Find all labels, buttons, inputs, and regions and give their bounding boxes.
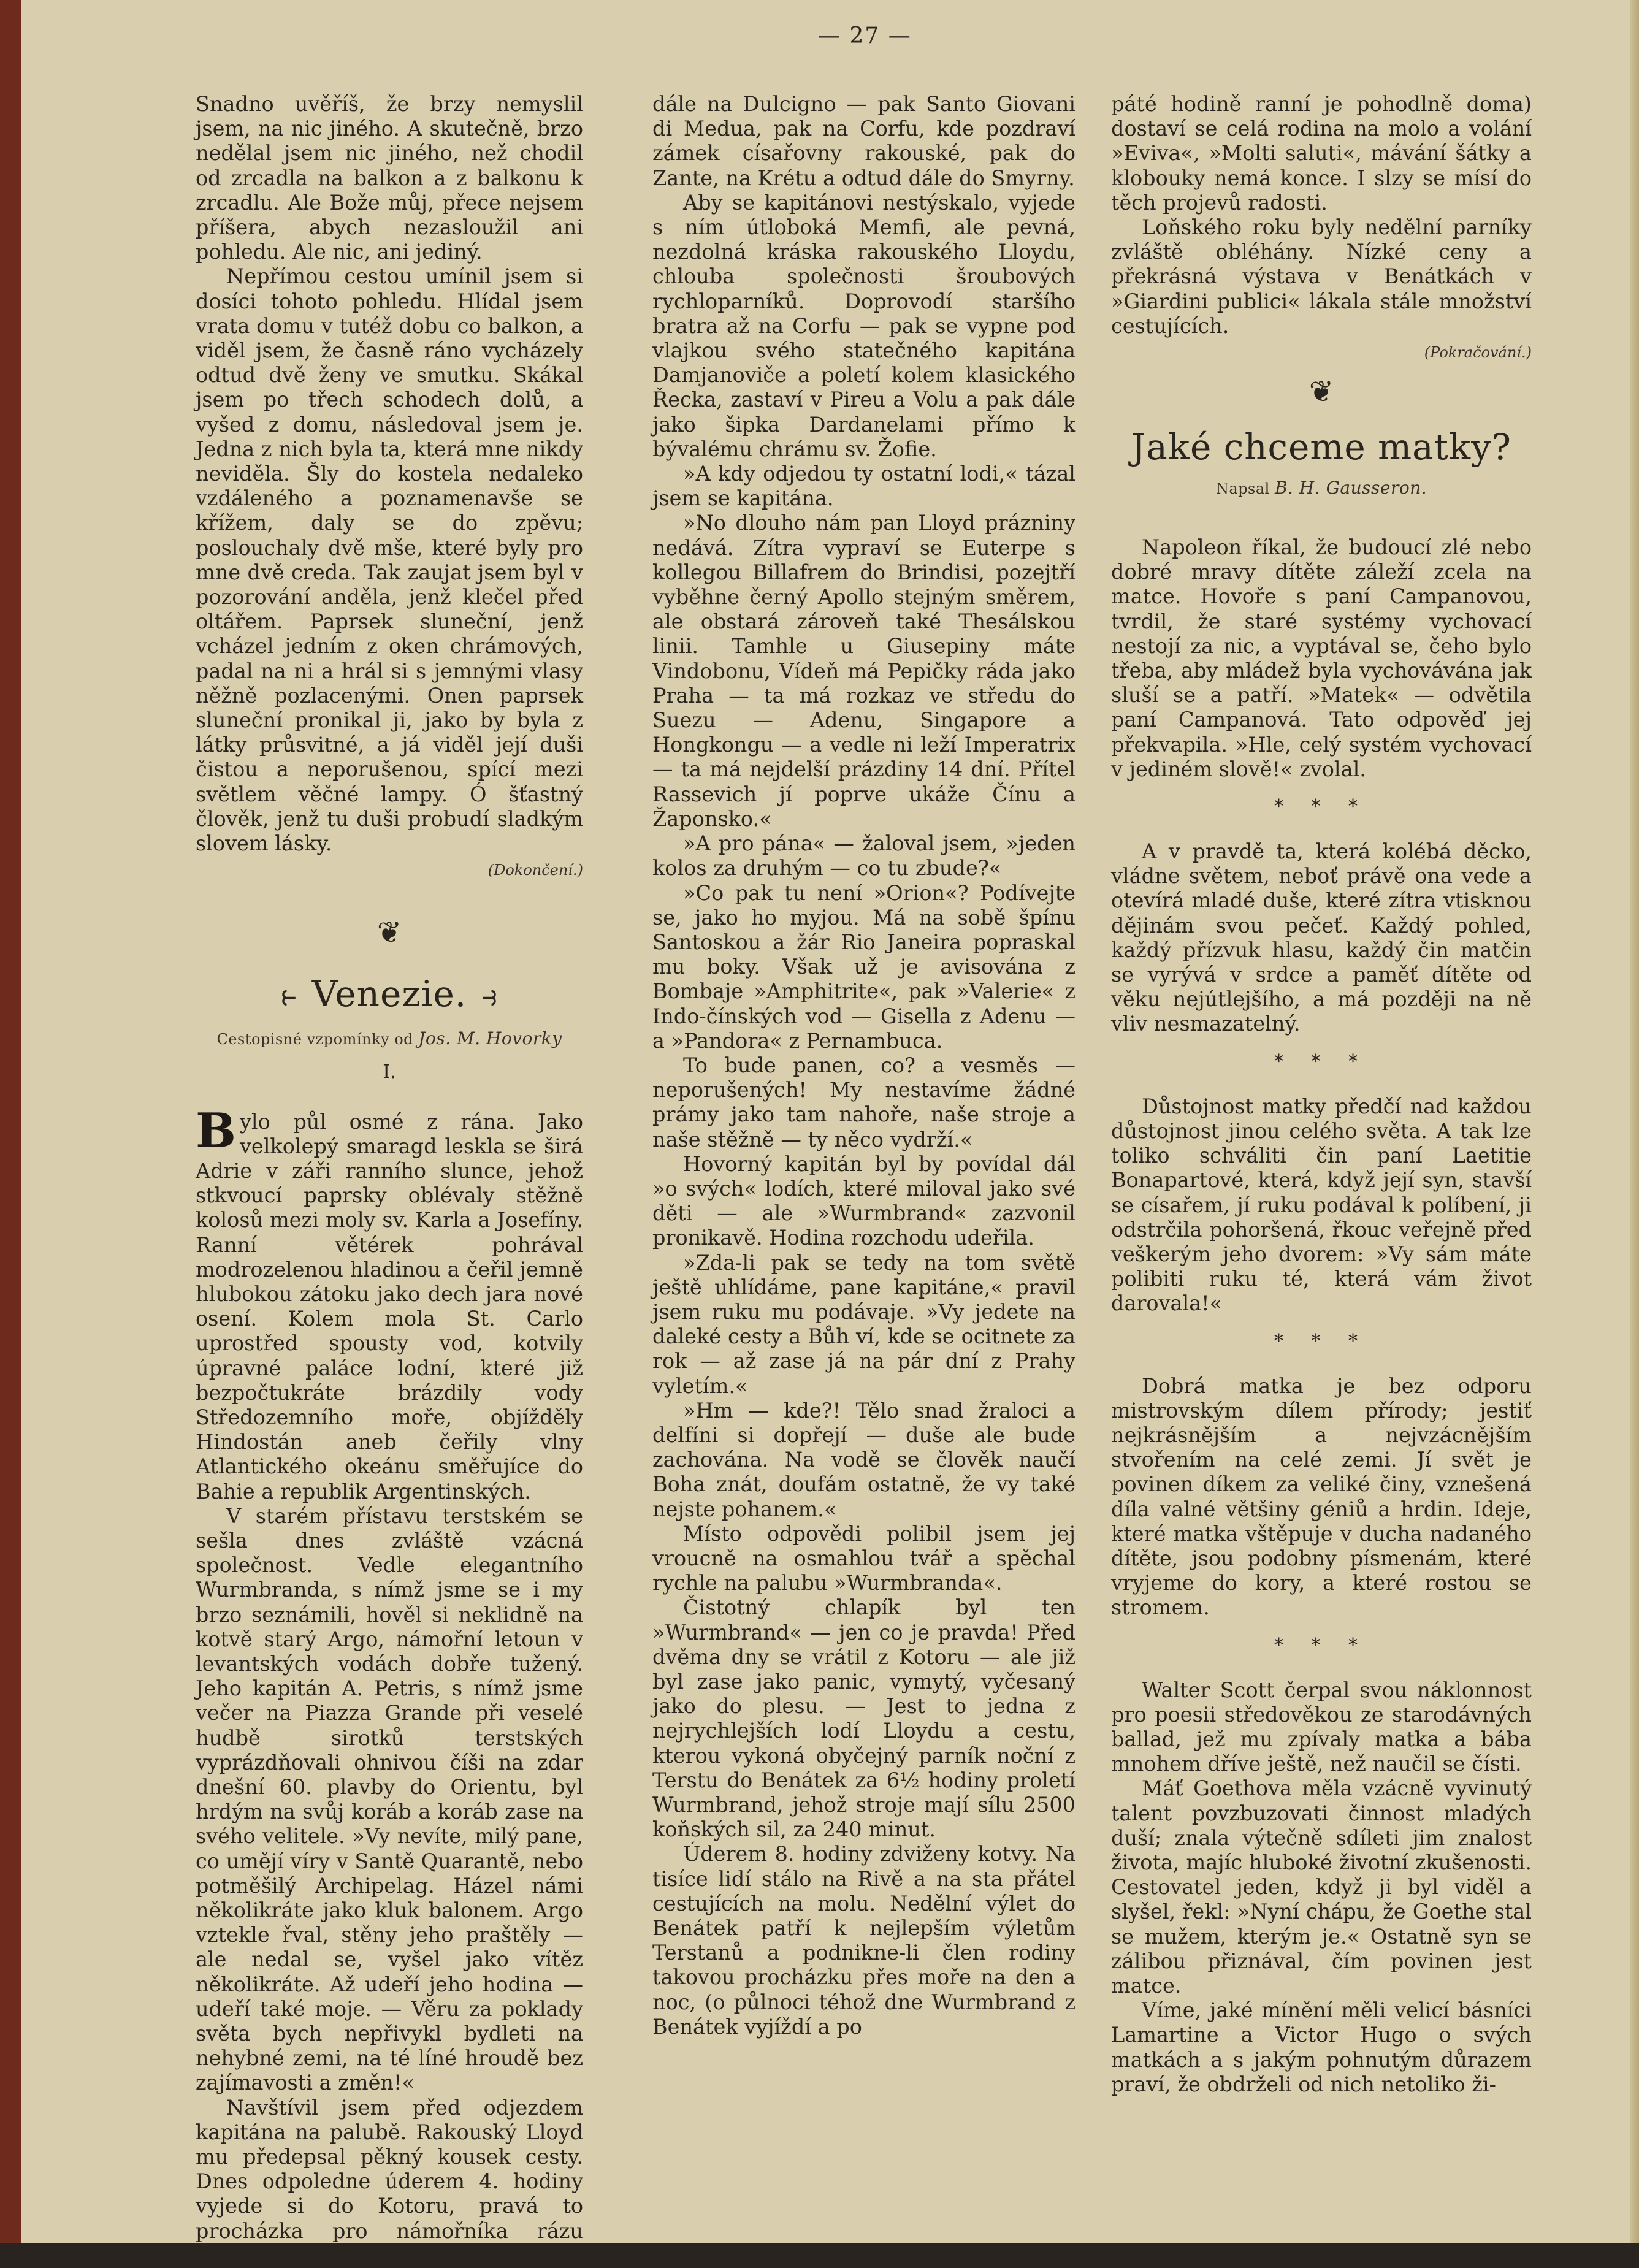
paragraph-text: ylo půl osmé z rána. Jako velkolepý smaragd leskla se širá Adrie v záři ranního slunce, jehož stkvoucí paprsky oblévaly stěžně kolosů mezi moly sv. Karla a Josefíny. Ranní větérek pohrával modrozelenou hladinou a čeřil jemně hlubokou zátoku jako dech jara nové osení. Kolem mola St. Carlo uprostřed spousty vod, kotvily úpravné paláce lodní, které již bezpočtukráte brázdily vody Středozemního moře, objížděly Hindostán aneb čeřily vlny Atlantického okeánu směřujíce do Bahie a republik Argentinských. <box>196 1109 583 1503</box>
section-divider: * * * <box>1274 1330 1369 1352</box>
paragraph: A v pravdě ta, která kolébá děcko, vládne světem, neboť právě ona vede a otevírá mladé duše, které zítra vtisknou dějinám svou pečeť. Každý pohled, každý přízvuk hlasu, každý čin matčin se vyrývá v srdce a paměť dítěte od věku nejútlejšího, a má později na ně vliv nesmazatelný. <box>1111 839 1532 1036</box>
byline-author: Jos. M. Hovorky <box>418 1028 562 1049</box>
article-byline <box>1111 478 1532 498</box>
paragraph: Hovorný kapitán byl by povídal dál »o svých« lodích, které miloval jako své děti — ale »Wurmbrand« zazvonil pronikavě. Hodina rozchodu udeřila. <box>652 1151 1075 1250</box>
paragraph: Úderem 8. hodiny zdviženy kotvy. Na tisíce lidí stálo na Rivě a na sta přátel cestujících na molu. Nedělní výlet do Benátek patří k nejlepším výletům Terstanů a podnikne-li člen rodiny takovou procházku přes moře na den a noc, (o půlnoci téhož dne Wurmbrand z Benátek vyjíždí a po <box>652 1842 1075 2039</box>
ornament-icon: ❦ <box>1309 375 1334 410</box>
article-byline <box>196 1029 583 1049</box>
paragraph: »A kdy odjedou ty ostatní lodi,« tázal jsem se kapitána. <box>652 462 1075 511</box>
paragraph: Čistotný chlapík byl ten »Wurmbrand« — jen co je pravda! Před dvěma dny se vrátil z Kotoru — ale již byl zase jako panic, vymytý, vyčesaný jako do plesu. — Jest to jedna z nejrychlejších lodí Lloydu a cestu, kterou vykoná obyčejný parník noční z Terstu do Benátek za 6½ hodiny proletí Wurmbrand, jehož stroje mají sílu 2500 koňských sil, za 240 minut. <box>652 1595 1075 1842</box>
article-title-venezie <box>196 972 583 1019</box>
paragraph: páté hodině ranní je pohodlně doma) dostaví se celá rodina na molo a volání »Eviva«, »Molti saluti«, mávání šátky a klobouky nemá konce. I slzy se mísí do těch projevů radosti. <box>1111 92 1532 215</box>
paragraph: Nepřímou cestou umínil jsem si dosíci tohoto pohledu. Hlídal jsem vrata domu v tutéž dobu co balkon, a viděl jsem, že časně ráno vycházely odtud dvě ženy ve smutku. Skákal jsem po třech schodech dolů, a vyšed z domu, následoval jsem je. Jedna z nich byla ta, která mne nikdy neviděla. Šly do kostela nedaleko vzdáleného a poznamenavše se křížem, daly se do zpěvu; poslouchaly dvě mše, které byly pro mne dvě creda. Tak zaujat jsem byl v pozorování anděla, jenž klečel před oltářem. Paprsek sluneční, jenž vcházel jedním z oken chrámových, padal na ni a hrál si s jemnými vlasy něžně pozlacenými. Onen paprsek sluneční pronikal ji, jako by byla z látky průsvitné, a já viděl její duši čistou a neporušenou, spící mezi světlem věčné lampy. Ó šťastný člověk, jenž tu duši probudí sladkým slovem lásky. <box>196 264 583 856</box>
spacer <box>1111 505 1532 535</box>
paragraph: Navštívil jsem před odjezdem kapitána na palubě. Rakouský Lloyd mu předepsal pěkný kousek cesty. Dnes odpoledne úderem 4. hodiny vyjede si do Kotoru, pravá to procházka pro námořníka rázu Petrisova, pak trochu <box>196 2095 583 2267</box>
ornament-icon: ❦ <box>376 915 402 950</box>
flourish-right-icon: ⥽ <box>478 982 501 1013</box>
article-title-text: Venezie. <box>311 973 467 1015</box>
paragraph: dále na Dulcigno — pak Santo Giovani di Medua, pak na Corfu, kde pozdraví zámek císařovny rakouské, pak do Zante, na Krétu a odtud dále do Smyrny. <box>652 92 1075 190</box>
paragraph: Důstojnost matky předčí nad každou důstojnost jinou celého světa. A tak lze toliko schváliti čin paní Laetitie Bonapartové, která, když její syn, stavší se císařem, jí ruku podával k políbení, ji odstrčila pohoršená, řkouc veřejně před veškerým jeho dvorem: »Vy sám máte polibiti ruku té, která vám život darovala!« <box>1111 1094 1532 1316</box>
paragraph: Víme, jaké mínění měli velicí básníci Lamartine a Victor Hugo o svých matkách a s jakým pohnutým důrazem praví, že obdrželi od nich netoliko ži- <box>1111 1998 1532 2096</box>
paragraph: Aby se kapitánovi nestýskalo, vyjede s ním útloboká Memfi, ale pevná, nezdolná kráska rakouského Lloydu, chlouba společnosti šroubových rychloparníků. Doprovodí staršího bratra až na Corfu — pak se vypne pod vlajkou svého statečného kapitána Damjanoviče a poletí kolem klasického Řecka, zastaví v Pireu a Volu a pak dále jako šipka Dardanelami přímo k bývalému chrámu sv. Žofie. <box>652 190 1075 461</box>
section-divider: * * * <box>1274 1634 1369 1656</box>
byline-author: B. H. Gausseron. <box>1274 478 1427 498</box>
article-title-matky: Jaké chceme matky? <box>1131 426 1512 468</box>
paragraph: To bude panen, co? a vesměs — neporušených! My nestavíme žádné prámy jako tam nahoře, naše stroje a naše stěžně — ty něco vydrží.« <box>652 1053 1075 1151</box>
paragraph-with-dropcap <box>196 1102 583 1504</box>
column-right <box>1111 92 1532 2097</box>
paragraph: V starém přístavu terstském se sešla dnes zvláště vzácná společnost. Vedle elegantního Wurmbranda, s nímž jsme se i my brzo seznámili, hověl si neklidně na kotvě starý Argo, námořní letoun v levantských vodách dobře tužený. Jeho kapitán A. Petris, s nímž jsme večer na Piazza Grande při veselé hudbě sirotků terstských vyprázdňovali ohnivou číši na zdar dnešní 60. plavby do Orientu, byl hrdým na svůj koráb a koráb zase na svého velitele. »Vy nevíte, milý pane, co umějí víry v Santě Quarantě, nebo potměšilý Archipelag. Házel námi několikráte jako kluk balonem. Argo vztekle řval, stěny jeho praštěly — ale nedal se, vyšel jako vítěz několikráte. Až udeří jeho hodina — udeří také moje. — Věru za poklady světa bych nepřivykl bydleti na nehybné zemi, na té líné hroudě bez zajímavosti a změn!« <box>196 1503 583 2095</box>
paragraph: »Co pak tu není »Orion«? Podívejte se, jako ho myjou. Má na sobě špínu Santoskou a žár Rio Janeira popraskal mu boky. Však už je avisována z Bombaje »Amphitrite«, pak »Valerie« z Indo-čínských vod — Gisella z Adenu — a »Pandora« z Pernambuca. <box>652 880 1075 1053</box>
continuation-note: (Pokračování.) <box>1424 344 1532 362</box>
paragraph: Místo odpovědi polibil jsem jej vroucně na osmahlou tvář a spěchal rychle na palubu »Wurmbranda«. <box>652 1521 1075 1595</box>
byline-prefix: Napsal <box>1215 480 1270 498</box>
paragraph: Dobrá matka je bez odporu mistrovským dílem přírody; jestiť nejkrásnějším a nejvzácnějším stvořením na celé zemi. Jí svět je povinen díkem za veliké činy, vznešená díla valné většiny géniů a hrdin. Ideje, které matka vštěpuje v ducha nadaného dítěte, jsou podobny písmenám, které vryjeme do kory, a které rostou se stromem. <box>1111 1373 1532 1620</box>
paragraph: »No dlouho nám pan Lloyd prázniny nedává. Zítra vypraví se Euterpe s kollegou Billafrem do Brindisi, pozejtří vyběhne černý Apollo stejným směrem, ale obstará zároveň také Thesálskou linii. Tamhle u Giusepiny máte Vindobonu, Vídeň má Pepičky ráda jako Praha — ta má rozkaz ve středu do Suezu — Adenu, Singapore a Hongkongu — a vedle ni leží Imperatrix — ta má nejdelší prázdiny 14 dní. Přítel Rassevich jí poprve ukáže Čínu a Žaponsko.« <box>652 511 1075 831</box>
paragraph: »Hm — kde?! Tělo snad žraloci a delfíni si dopřejí — duše ale bude zachována. Na vodě se člověk naučí Boha znát, doufám ostatně, že vy také nejste pohanem.« <box>652 1398 1075 1521</box>
section-divider: * * * <box>1274 796 1369 818</box>
paragraph: Máť Goethova měla vzácně vyvinutý talent povzbuzovati činnost mladých duší; znala výtečně sdíleti jim znalost života, majíc hluboké životní zkušenosti. Cestovatel jeden, když ji byl viděl a slyšel, řekl: »Nyní chápu, že Goethe stal se mužem, kterým je.« Ostatně syn se zálibou přiznával, čím povinen jest matce. <box>1111 1776 1532 1998</box>
paragraph: Loňského roku byly nedělní parníky zvláště obléhány. Nízké ceny a překrásná výstava v Benátkách v »Giardini publici« lákala stále množství cestujících. <box>1111 215 1532 338</box>
page-number: — 27 — <box>818 23 912 48</box>
paragraph: Snadno uvěříš, že brzy nemyslil jsem, na nic jiného. A skutečně, brzo nedělal jsem nic jiného, než chodil od zrcadla na balkon a z balkonu k zrcadlu. Ale Bože můj, přece nejsem příšera, abych nezasloužil ani pohledu. Ale nic, ani jediný. <box>196 92 583 264</box>
section-number: I. <box>383 1061 396 1083</box>
paragraph: Walter Scott čerpal svou náklonnost pro poesii středověkou ze starodávných ballad, jež mu zpívaly matka a bába mnohem dříve ještě, než naučil se čísti. <box>1111 1678 1532 1776</box>
paragraph: »Zda-li pak se tedy na tom světě ještě uhlídáme, pane kapitáne,« pravil jsem ruku mu podávaje. »Vy jedete na daleké cesty a Bůh ví, kde se ocitnete za rok — až zase já na pár dní z Prahy vyletím.« <box>652 1250 1075 1398</box>
section-divider: * * * <box>1274 1050 1369 1072</box>
byline-prefix: Cestopisné vzpomínky od <box>216 1031 414 1048</box>
paragraph: »A pro pána« — žaloval jsem, »jeden kolos za druhým — co tu zbude?« <box>652 831 1075 880</box>
dropcap: B <box>196 1102 236 1159</box>
continuation-note: (Dokončení.) <box>487 861 583 879</box>
column-middle <box>652 92 1075 2039</box>
paragraph: Napoleon říkal, že budoucí zlé nebo dobré mravy dítěte záleží zcela na matce. Hovoře s paní Campanovou, tvrdil, že staré systémy vychovací nestojí za nic, a vyptával se, čeho bylo třeba, aby mládež byla vychovávána jak sluší se a patří. »Matek« — odvětila paní Campanová. Tato odpověď jej překvapila. »Hle, celý systém vychovací v jediném slově!« zvolal. <box>1111 535 1532 781</box>
flourish-left-icon: ⥼ <box>278 982 300 1013</box>
column-left <box>196 92 583 2268</box>
